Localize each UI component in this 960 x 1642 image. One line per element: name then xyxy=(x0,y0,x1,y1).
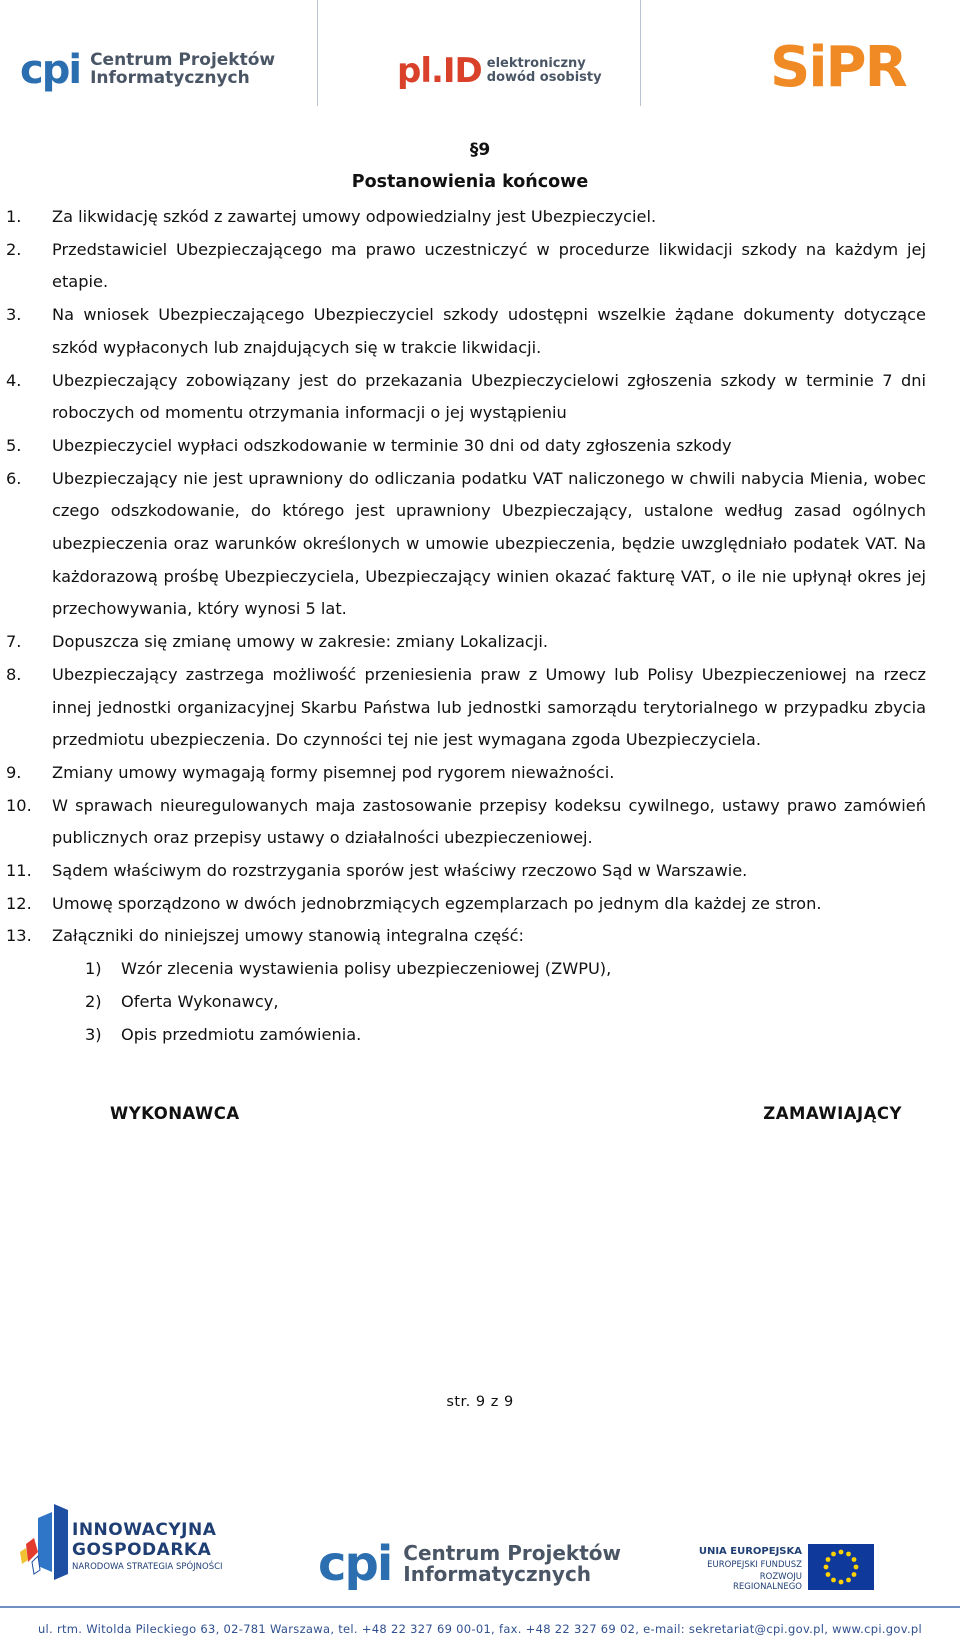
list-item xyxy=(0,757,960,790)
section-number: §9 xyxy=(469,140,491,160)
item-text: Sądem właściwym do rozstrzygania sporów jest właściwy rzeczowo Sąd w Warszawie. xyxy=(52,861,748,881)
cpi-footer-logo xyxy=(318,1536,621,1592)
attachment-number: 3) xyxy=(85,1024,102,1044)
list-item xyxy=(0,430,960,463)
attachment-number: 2) xyxy=(85,991,102,1011)
list-item xyxy=(0,626,960,659)
item-number: 6. xyxy=(6,468,22,488)
item-text: Przedstawiciel Ubezpieczającego ma prawo uczestniczyć w procedurze likwidacji szkody na każdym jej etapie. xyxy=(52,239,926,292)
item-text: Ubezpieczający nie jest uprawniony do odliczania podatku VAT naliczonego w chwili nabycia Mienia, wobec czego odszkodowanie, do którego jest uprawniony Ubezpieczający, ustalone według zasad ogólnych ubezpieczenia oraz warunków określonych w umowie ubezpieczenia, będzie uwzględniało podatek VAT. Na każdorazową prośbę Ubezpieczyciela, Ubezpieczający winien okazać fakturę VAT, o ile nie upłynął okres jej przechowywania, który wynosi 5 lat. xyxy=(52,468,926,619)
ig-line3: NARODOWA STRATEGIA SPÓJNOŚCI xyxy=(72,1562,223,1572)
list-item xyxy=(0,920,960,953)
list-item xyxy=(0,201,960,234)
item-number: 5. xyxy=(6,435,22,455)
attachment-item xyxy=(0,1019,960,1052)
item-number: 12. xyxy=(6,893,32,913)
cpi-mark: cpi xyxy=(20,47,81,93)
item-text: Za likwidację szkód z zawartej umowy odpowiedzialny jest Ubezpieczyciel. xyxy=(52,207,657,226)
page-number: str. 9 z 9 xyxy=(446,1394,514,1410)
item-number: 9. xyxy=(6,762,22,782)
item-text: Ubezpieczający zobowiązany jest do przekazania Ubezpieczycielowi zgłoszenia szkody w terminie 7 dni roboczych od momentu otrzymania informacji o jej wystąpieniu xyxy=(52,370,926,423)
eu-flag-icon xyxy=(808,1544,874,1590)
list-item xyxy=(0,659,960,757)
list-item xyxy=(0,365,960,430)
cpi-logo xyxy=(20,47,276,93)
cpi-footer-mark: cpi xyxy=(318,1536,392,1592)
item-text: Na wniosek Ubezpieczającego Ubezpieczyciel szkody udostępni wszelkie żądane dokumenty dotyczące szkód wypłaconych lub znajdujących się w trakcie likwidacji. xyxy=(52,305,926,357)
item-text: Dopuszcza się zmianę umowy w zakresie: zmiany Lokalizacji. xyxy=(52,632,548,652)
list-item xyxy=(0,234,960,299)
list-item xyxy=(0,888,960,921)
item-text: Ubezpieczający zastrzega możliwość przeniesienia praw z Umowy lub Polisy Ubezpieczeniowej na rzecz innej jednostki organizacyjnej Skarbu Państwa lub jednostki samorządu terytorialnego w przypadku zbycia przedmiotu ubezpieczenia. Do czynności tej nie jest wymagana zgoda Ubezpieczyciela. xyxy=(52,664,926,750)
eu-line1: UNIA EUROPEJSKA xyxy=(698,1546,802,1557)
eu-logo xyxy=(690,1544,880,1592)
ig-line2: GOSPODARKA xyxy=(72,1540,212,1560)
header-divider xyxy=(640,0,641,106)
page-footer-logos xyxy=(0,1500,960,1612)
item-text: Ubezpieczyciel wypłaci odszkodowanie w terminie 30 dni od daty zgłoszenia szkody xyxy=(52,435,732,455)
section-title: Postanowienia końcowe xyxy=(351,172,589,192)
attachment-text: Opis przedmiotu zamówienia. xyxy=(121,1024,362,1044)
attachment-item xyxy=(0,986,960,1019)
signature-contractor: WYKONAWCA xyxy=(110,1104,240,1123)
item-number: 10. xyxy=(6,795,32,815)
sipr-logo xyxy=(770,35,906,100)
ig-line1: INNOWACYJNA xyxy=(72,1520,217,1540)
attachment-number: 1) xyxy=(85,959,102,979)
item-number: 2. xyxy=(6,239,22,259)
header-divider xyxy=(317,0,318,106)
item-text: Zmiany umowy wymagają formy pisemnej pod rygorem nieważności. xyxy=(52,762,615,782)
list-item xyxy=(0,463,960,627)
footer-address: ul. rtm. Witolda Pileckiego 63, 02-781 Warszawa, tel. +48 22 327 69 00-01, fax. +48 22 327 69 02, e-mail: sekretariat@cpi.gov.pl, www.cpi.gov.pl xyxy=(37,1622,923,1636)
item-text: Załączniki do niniejszej umowy stanowią integralna część: xyxy=(52,926,524,946)
attachment-text: Oferta Wykonawcy, xyxy=(121,991,279,1011)
cpi-name-line2: Informatycznych xyxy=(90,68,250,88)
cpi-name-line1: Centrum Projektów xyxy=(90,50,276,71)
page-header xyxy=(0,0,960,110)
list-item xyxy=(0,299,960,364)
item-number: 4. xyxy=(6,370,22,390)
item-number: 3. xyxy=(6,305,22,325)
attachment-item xyxy=(0,953,960,986)
provisions-list xyxy=(0,201,960,1051)
list-item xyxy=(0,790,960,855)
list-item xyxy=(0,855,960,888)
item-number: 8. xyxy=(6,664,22,684)
item-number: 7. xyxy=(6,632,22,652)
plid-mark: pl.ID xyxy=(397,51,482,91)
cpi-footer-line1: Centrum Projektów xyxy=(403,1541,621,1565)
item-text: Umowę sporządzono w dwóch jednobrzmiących egzemplarzach po jednym dla każdej ze stron. xyxy=(52,893,822,913)
item-text: W sprawach nieuregulowanych maja zastosowanie przepisy kodeksu cywilnego, ustawy prawo zamówień publicznych oraz przepisy ustawy o działalności ubezpieczeniowej. xyxy=(52,795,926,848)
attachment-text: Wzór zlecenia wystawienia polisy ubezpieczeniowej (ZWPU), xyxy=(121,959,612,979)
innowacyjna-gospodarka-logo xyxy=(18,1500,238,1612)
footer-divider xyxy=(0,1606,960,1608)
cpi-footer-line2: Informatycznych xyxy=(403,1562,592,1586)
signature-client: ZAMAWIAJĄCY xyxy=(763,1104,902,1123)
item-number: 11. xyxy=(6,861,32,881)
item-number: 1. xyxy=(6,207,22,226)
sipr-mark: SiPR xyxy=(770,35,906,100)
plid-line2: dowód osobisty xyxy=(486,70,602,85)
ig-emblem-icon xyxy=(18,1504,68,1580)
plid-line1: elektroniczny xyxy=(486,55,586,71)
eu-line3: ROZWOJU REGIONALNEGO xyxy=(733,1572,802,1592)
plid-logo xyxy=(397,51,602,91)
eu-line2: EUROPEJSKI FUNDUSZ xyxy=(707,1560,802,1570)
item-number: 13. xyxy=(6,926,32,946)
